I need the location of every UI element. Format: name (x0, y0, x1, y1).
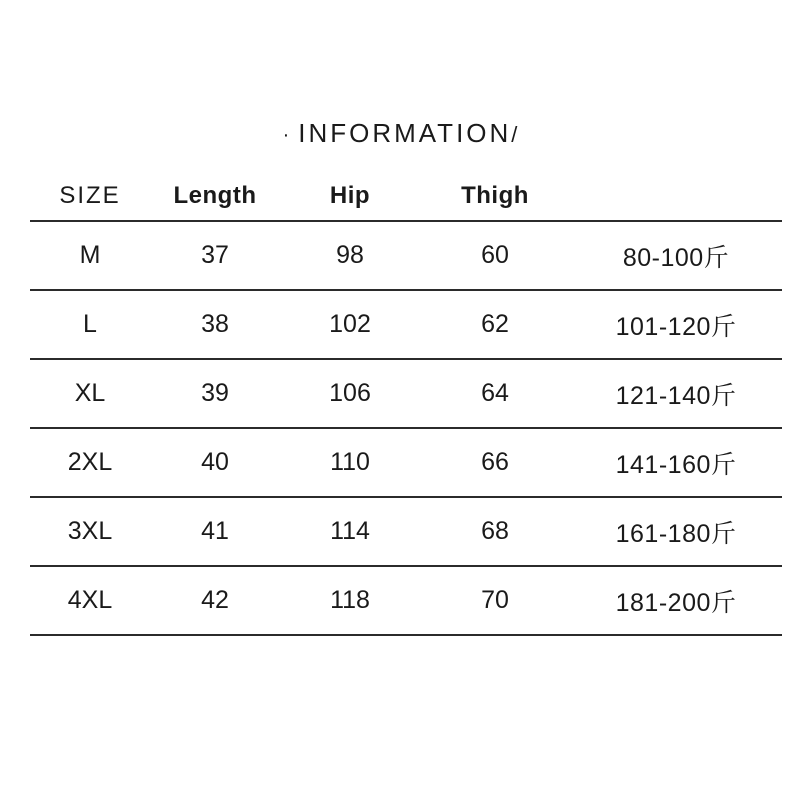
cell-length: 39 (150, 359, 280, 428)
table-header-row (30, 172, 782, 221)
cell-weight: 80-100斤 (570, 221, 782, 290)
column-header-hip: Hip (280, 172, 420, 221)
cell-thigh: 62 (420, 290, 570, 359)
cell-thigh: 64 (420, 359, 570, 428)
information-title-text: INFORMATION (298, 118, 512, 148)
information-title (283, 118, 518, 149)
size-information-table (30, 172, 782, 636)
cell-hip: 98 (280, 221, 420, 290)
bullet-icon: · (282, 123, 293, 146)
cell-size: 3XL (30, 497, 150, 566)
information-heading (0, 118, 800, 149)
cell-size: 2XL (30, 428, 150, 497)
column-header-thigh: Thigh (420, 172, 570, 221)
cell-weight: 161-180斤 (570, 497, 782, 566)
cell-thigh: 70 (420, 566, 570, 635)
table-row (30, 290, 782, 359)
cell-hip: 102 (280, 290, 420, 359)
cell-hip: 118 (280, 566, 420, 635)
cell-length: 42 (150, 566, 280, 635)
cell-thigh: 68 (420, 497, 570, 566)
table-body (30, 221, 782, 635)
table-row (30, 359, 782, 428)
cell-weight: 141-160斤 (570, 428, 782, 497)
cell-thigh: 60 (420, 221, 570, 290)
cell-size: L (30, 290, 150, 359)
table-row (30, 221, 782, 290)
table-header (30, 172, 782, 221)
cell-hip: 110 (280, 428, 420, 497)
cell-weight: 121-140斤 (570, 359, 782, 428)
cell-hip: 114 (280, 497, 420, 566)
cell-weight: 181-200斤 (570, 566, 782, 635)
cell-weight: 101-120斤 (570, 290, 782, 359)
table-row (30, 428, 782, 497)
cell-size: XL (30, 359, 150, 428)
cell-length: 40 (150, 428, 280, 497)
table-row (30, 497, 782, 566)
cell-length: 38 (150, 290, 280, 359)
cell-size: M (30, 221, 150, 290)
cell-length: 41 (150, 497, 280, 566)
column-header-length: Length (150, 172, 280, 221)
cell-thigh: 66 (420, 428, 570, 497)
column-header-size: SIZE (30, 172, 150, 221)
table-row (30, 566, 782, 635)
cell-size: 4XL (30, 566, 150, 635)
column-header-weight (570, 172, 782, 221)
cell-hip: 106 (280, 359, 420, 428)
slash-glyph: / (511, 122, 518, 147)
cell-length: 37 (150, 221, 280, 290)
